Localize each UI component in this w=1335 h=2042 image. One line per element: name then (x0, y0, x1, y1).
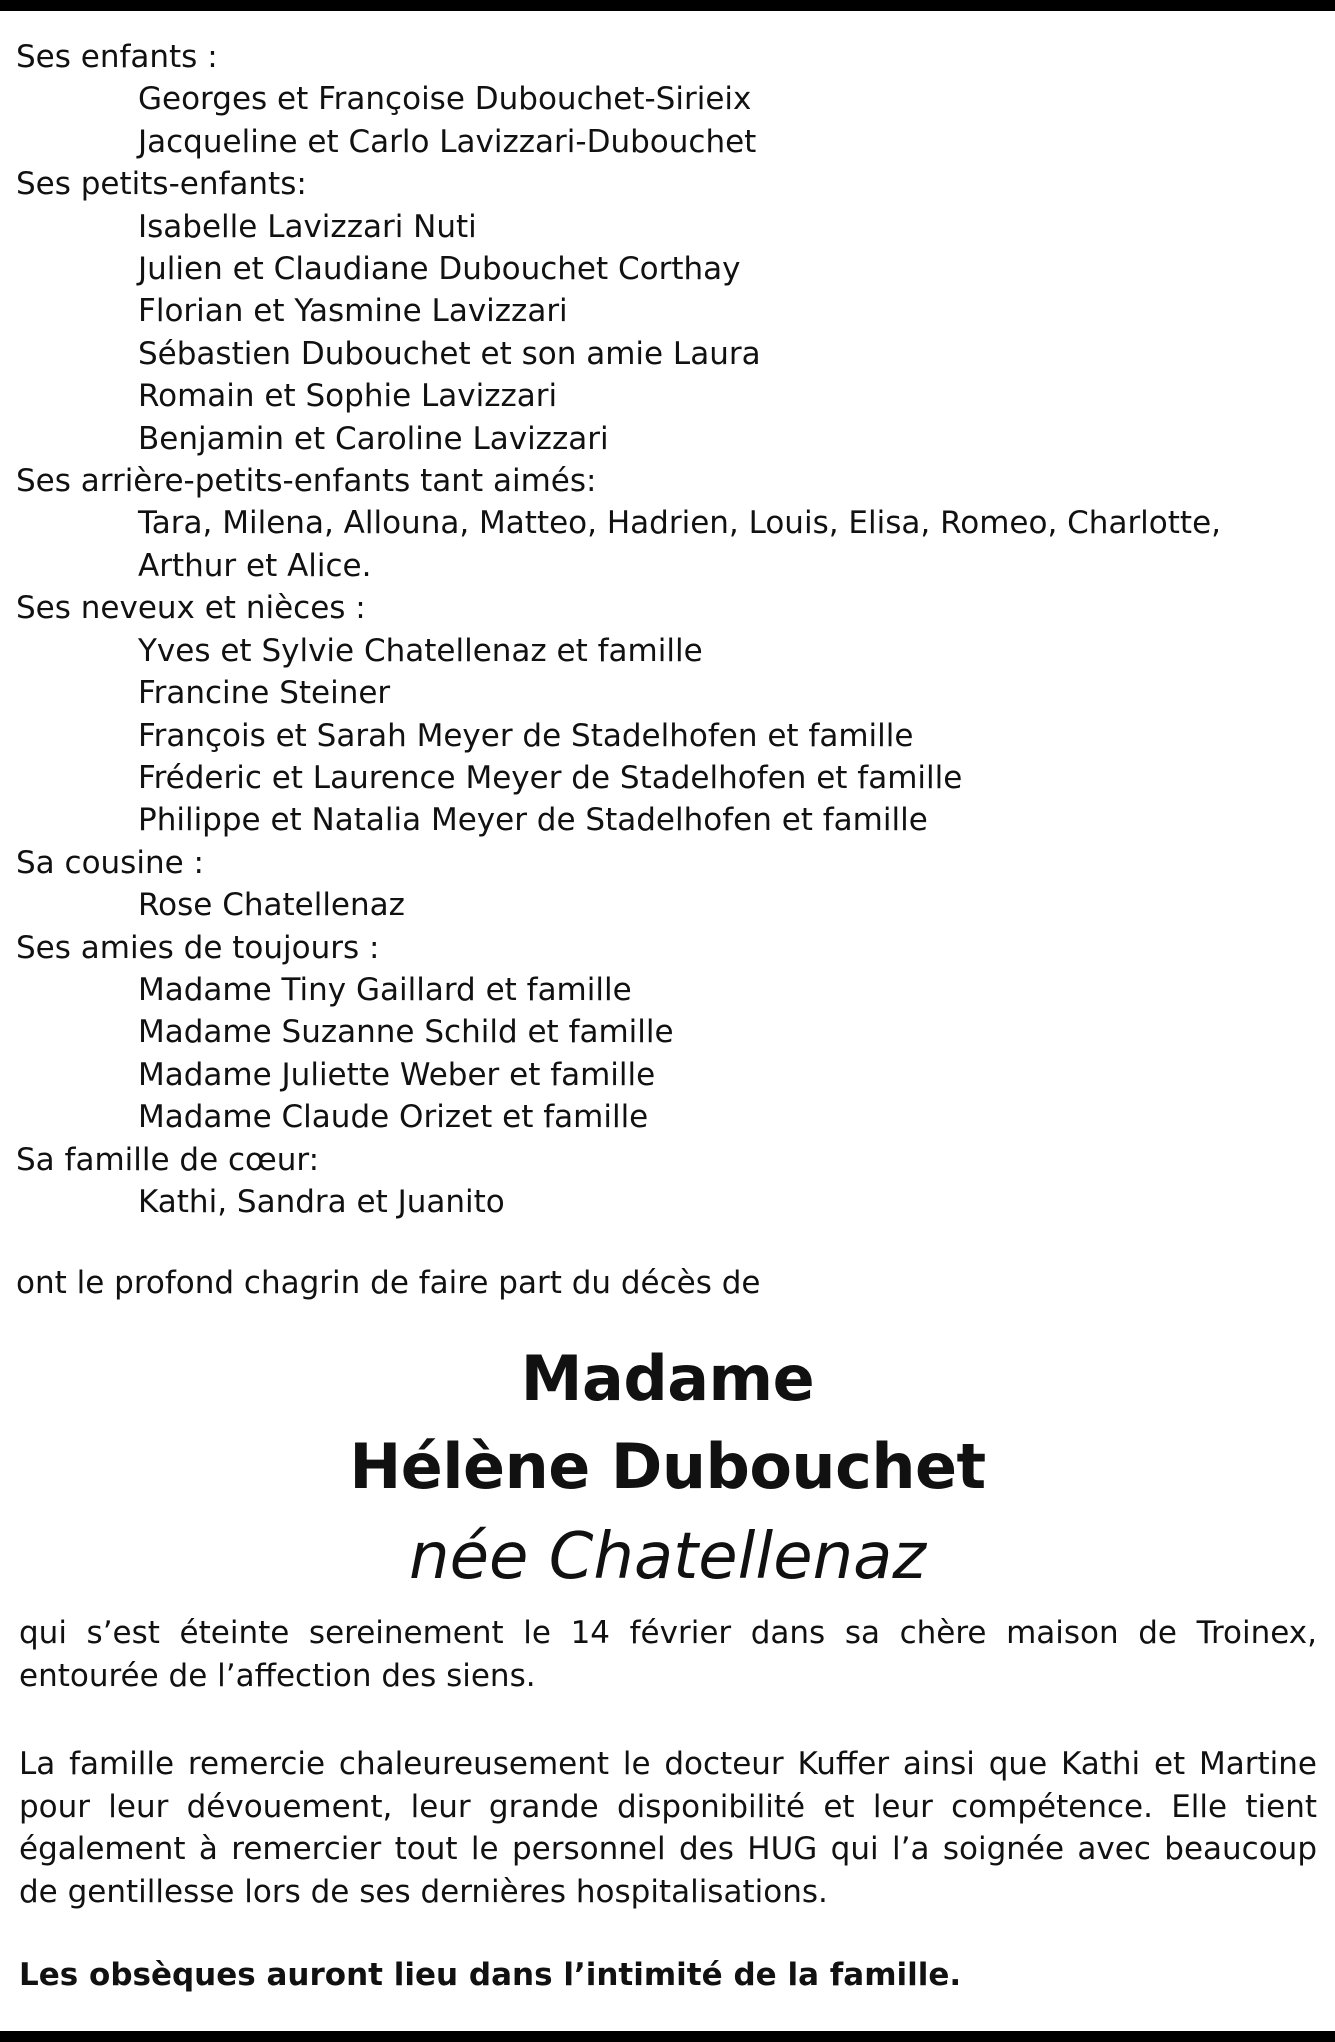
family-member: Rose Chatellenaz (138, 887, 405, 924)
group-items-nephews-nieces (16, 630, 1316, 842)
family-member: Jacqueline et Carlo Lavizzari-Dubouchet (138, 123, 757, 160)
family-member: Julien et Claudiane Dubouchet Corthay (138, 251, 741, 288)
top-border-rule (0, 0, 1335, 11)
family-member: Florian et Yasmine Lavizzari (138, 293, 568, 330)
group-items-friends (16, 969, 1316, 1139)
group-label-children: Ses enfants : (16, 39, 218, 75)
family-member: Francine Steiner (138, 675, 391, 712)
family-member: François et Sarah Meyer de Stadelhofen et famille (138, 717, 914, 754)
group-label-cousin: Sa cousine : (16, 844, 204, 881)
family-member: Madame Tiny Gaillard et famille (138, 971, 632, 1008)
funeral-notice: Les obsèques auront lieu dans l’intimité de la famille. (19, 1957, 962, 1993)
group-label-heart-family: Sa famille de cœur: (16, 1141, 320, 1178)
family-member: Philippe et Natalia Meyer de Stadelhofen et famille (138, 802, 928, 839)
family-member: Yves et Sylvie Chatellenaz et famille (138, 632, 703, 669)
group-label-friends: Ses amies de toujours : (16, 929, 380, 966)
family-member: Tara, Milena, Allouna, Matteo, Hadrien, Louis, Elisa, Romeo, Charlotte, Arthur et Alice. (138, 505, 1222, 584)
group-items-great-grandchildren (16, 502, 1316, 587)
deceased-title: Madame (520, 1342, 815, 1415)
family-member: Madame Claude Orizet et famille (138, 1099, 649, 1136)
family-member: Fréderic et Laurence Meyer de Stadelhofen et famille (138, 759, 963, 796)
announcement-intro: ont le profond chagrin de faire part du décès de (16, 1265, 761, 1301)
group-items-grandchildren (16, 206, 1316, 460)
group-label-nephews-nieces: Ses neveux et nièces : (16, 590, 366, 627)
family-member: Benjamin et Caroline Lavizzari (138, 420, 609, 457)
family-list (16, 36, 1316, 1223)
death-paragraph: qui s’est éteinte sereinement le 14 février dans sa chère maison de Troinex, entourée de l’affection des siens. (19, 1615, 1317, 1694)
bottom-border-rule (0, 2031, 1335, 2042)
family-member: Isabelle Lavizzari Nuti (138, 208, 477, 245)
thanks-paragraph: La famille remercie chaleureusement le docteur Kuffer ainsi que Kathi et Martine pour leur dévouement, leur grande disponibilité et leur compétence. Elle tient également à remercier tout le personnel des HUG qui l’a soignée avec beaucoup de gentillesse lors de ses dernières hospitalisations. (19, 1746, 1317, 1910)
group-items-children (16, 78, 1316, 163)
deceased-name-block (0, 1335, 1335, 1603)
family-member: Romain et Sophie Lavizzari (138, 378, 558, 415)
family-member: Georges et Françoise Dubouchet-Sirieix (138, 81, 752, 118)
group-label-grandchildren: Ses petits-enfants: (16, 166, 307, 203)
deceased-maiden-name: née Chatellenaz (409, 1520, 926, 1594)
deceased-name: Hélène Dubouchet (349, 1430, 986, 1503)
family-member: Madame Juliette Weber et famille (138, 1056, 656, 1093)
family-member: Madame Suzanne Schild et famille (138, 1014, 674, 1051)
group-label-great-grandchildren: Ses arrière-petits-enfants tant aimés: (16, 463, 597, 500)
family-member: Kathi, Sandra et Juanito (138, 1183, 505, 1220)
family-member: Sébastien Dubouchet et son amie Laura (138, 335, 761, 372)
group-items-heart-family (16, 1181, 1316, 1223)
group-items-cousin (16, 884, 1316, 926)
